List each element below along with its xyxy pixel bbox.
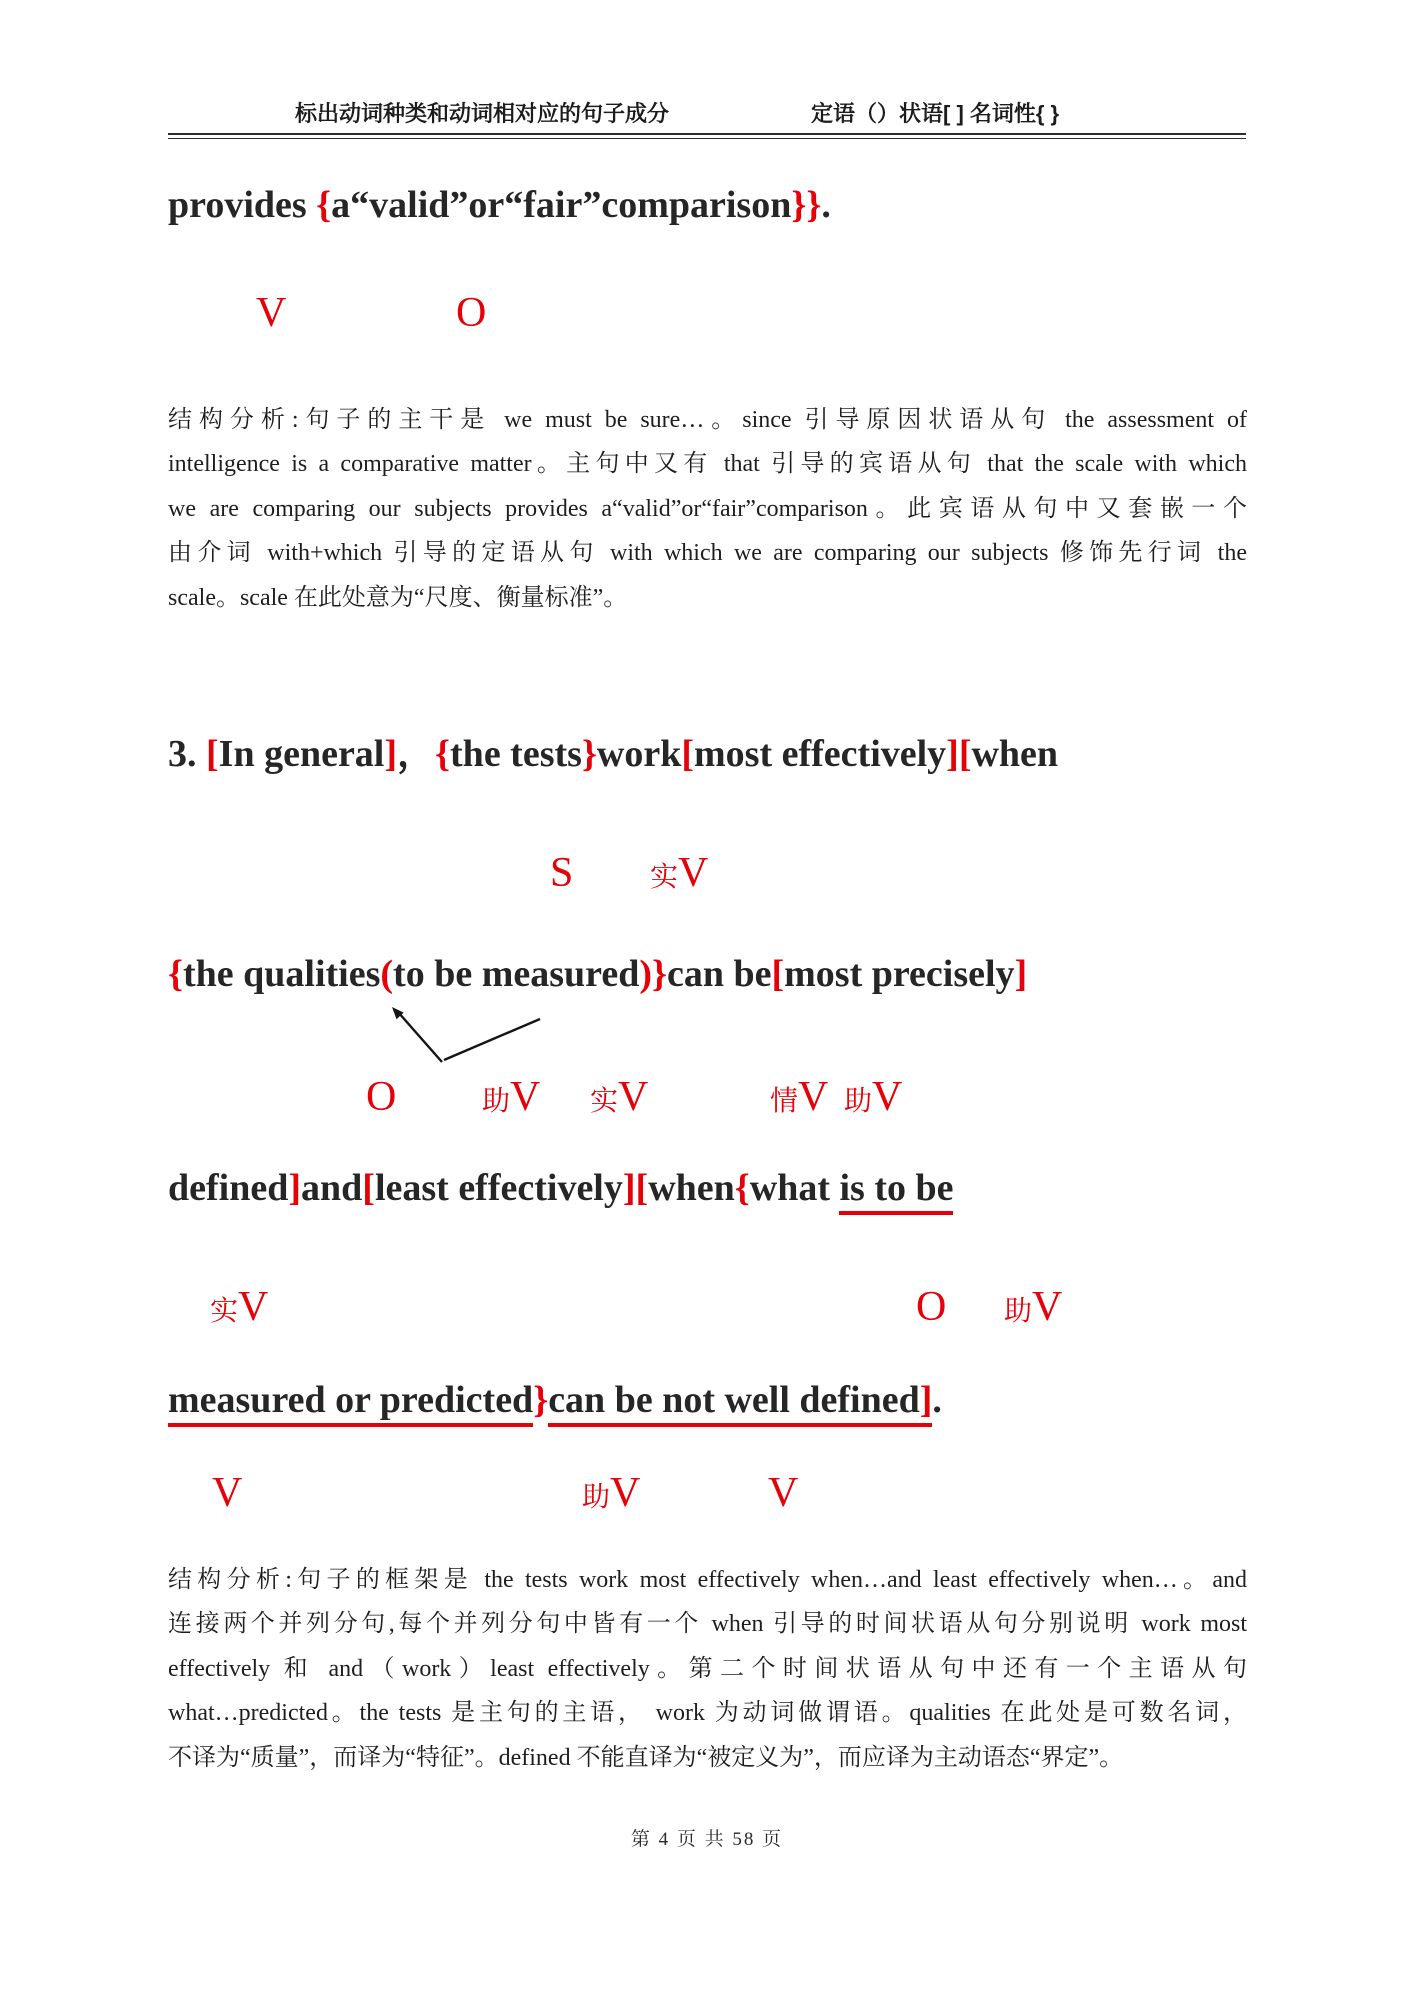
structure-analysis-paragraph-1 xyxy=(168,398,1247,620)
sentence-segment: work xyxy=(596,733,682,775)
sentence-segment: { xyxy=(734,1167,750,1209)
sentence-segment: ] xyxy=(384,733,398,775)
para-line: we are comparing our subjects provides a“valid”or“fair”comparison。此宾语从句中又套嵌一个 xyxy=(168,495,1247,522)
sentence-segment: ] xyxy=(920,1379,933,1427)
annotation-letter: V xyxy=(618,1074,649,1120)
annotation-object-label: O xyxy=(456,290,487,336)
sentence-segment: ][ xyxy=(622,1167,649,1209)
annotation-verb-label xyxy=(482,1072,540,1127)
sentence-segment: defined xyxy=(168,1167,289,1209)
para-line: what…predicted。the tests 是主句的主语， work 为动词做谓语。qualities 在此处是可数名词， xyxy=(168,1700,1247,1727)
sentence-segment: ] xyxy=(1014,953,1028,995)
para-line: scale。scale 在此处意为“尺度、衡量标准”。 xyxy=(168,584,628,611)
connector-arrow xyxy=(370,998,560,1073)
sentence-segment: ] xyxy=(288,1167,302,1209)
sentence-segment: can be not well defined xyxy=(548,1379,920,1427)
sentence-segment: [ xyxy=(681,733,695,775)
sentence-segment: . xyxy=(932,1379,942,1421)
annotation-object-label: O xyxy=(916,1284,947,1330)
sentence-segment: [ xyxy=(771,953,785,995)
structure-analysis-paragraph-2 xyxy=(168,1558,1247,1780)
sentence-segment: and xyxy=(301,1167,363,1209)
para-line: 连接两个并列分句,每个并列分句中皆有一个 when 引导的时间状语从句分别说明 work most xyxy=(168,1611,1247,1638)
sentence-segment: can be xyxy=(666,953,772,995)
sentence-segment: provides xyxy=(168,184,317,226)
sentence-segment: } xyxy=(533,1379,549,1421)
sentence-segment: measured or predicted xyxy=(168,1379,533,1427)
annotation-verb-label: V xyxy=(256,290,287,336)
annotation-cjk-qualifier: 助 xyxy=(844,1086,873,1117)
sentence-segment: )} xyxy=(639,953,667,995)
sentence-segment: least effectively xyxy=(374,1167,623,1209)
sentence-line-continuation xyxy=(168,183,831,229)
sentence-segment: 3. xyxy=(168,733,206,775)
annotation-letter: V xyxy=(872,1074,903,1120)
annotation-row-4 xyxy=(0,1282,1414,1336)
para-line: 由介词 with+which 引导的定语从句 with which we are comparing our subjects 修饰先行词 the xyxy=(168,540,1247,567)
annotation-letter: V xyxy=(798,1074,829,1120)
sentence-segment: ， xyxy=(397,733,436,775)
sentence-segment: is to be xyxy=(839,1167,953,1215)
annotation-cjk-qualifier: 助 xyxy=(1004,1296,1033,1327)
annotation-subject-label: S xyxy=(550,850,574,896)
sentence-segment: ][ xyxy=(946,733,972,775)
annotation-verb-label xyxy=(590,1072,648,1127)
annotation-letter: V xyxy=(610,1470,641,1516)
sentence-segment: most precisely xyxy=(784,953,1015,995)
para-line: effectively 和 and（work）least effectively。第二个时间状语从句中还有一个主语从句 xyxy=(168,1655,1247,1682)
header-left-label: 标出动词种类和动词相对应的句子成分 xyxy=(295,101,670,126)
annotation-verb-label xyxy=(650,848,708,903)
sentence-segment: a“valid”or“fair”comparison xyxy=(331,184,792,226)
sentence-segment: }} xyxy=(791,184,822,226)
header-right-label: 定语（）状语[ ] 名词性{ } xyxy=(811,101,1060,126)
annotation-row-5 xyxy=(0,1468,1414,1522)
sentence-segment: when xyxy=(648,1167,735,1209)
annotation-letter: V xyxy=(238,1284,269,1330)
sentence-segment: when xyxy=(971,733,1059,775)
sentence-segment: ( xyxy=(380,953,394,995)
annotation-cjk-qualifier: 实 xyxy=(590,1086,619,1117)
page-number: 第 4 页 共 58 页 xyxy=(630,1829,784,1850)
annotation-cjk-qualifier: 情 xyxy=(770,1086,799,1117)
header-rule xyxy=(168,133,1246,139)
sentence-3-line-1 xyxy=(168,732,1058,778)
annotation-letter: V xyxy=(510,1074,541,1120)
sentence-segment: { xyxy=(168,953,183,995)
annotation-row-2 xyxy=(0,848,1414,902)
sentence-segment: [ xyxy=(362,1167,375,1209)
para-line: 结构分析:句子的框架是 the tests work most effectively when…and least effectively when…。and xyxy=(168,1567,1247,1593)
sentence-segment: In general xyxy=(218,733,385,775)
annotation-row-1 xyxy=(0,288,1414,342)
annotation-letter: V xyxy=(678,850,709,896)
annotation-letter: V xyxy=(1032,1284,1063,1330)
annotation-verb-label: V xyxy=(212,1470,243,1516)
annotation-verb-label xyxy=(770,1072,828,1127)
para-line: intelligence is a comparative matter。主句中又有 that 引导的宾语从句 that the scale with which xyxy=(168,451,1247,478)
sentence-segment: { xyxy=(435,733,451,775)
annotation-cjk-qualifier: 实 xyxy=(650,862,679,893)
sentence-segment: { xyxy=(316,184,332,226)
sentence-segment: what xyxy=(749,1167,840,1209)
sentence-segment: to be measured xyxy=(393,953,640,995)
annotation-verb-label xyxy=(582,1468,640,1523)
annotation-verb-label xyxy=(1004,1282,1062,1337)
annotation-verb-label xyxy=(210,1282,268,1337)
para-line: 不译为“质量”，而译为“特征”。defined 不能直译为“被定义为”，而应译为主动语态“界定”。 xyxy=(168,1744,1124,1771)
sentence-segment: most effectively xyxy=(694,733,947,775)
sentence-segment: . xyxy=(821,184,831,226)
annotation-cjk-qualifier: 实 xyxy=(210,1296,239,1327)
sentence-3-line-2 xyxy=(168,952,1027,998)
sentence-3-line-4 xyxy=(168,1378,942,1424)
sentence-segment: } xyxy=(581,733,597,775)
annotation-verb-label xyxy=(844,1072,902,1127)
sentence-segment: [ xyxy=(206,733,219,775)
para-line: 结构分析:句子的主干是 we must be sure…。since 引导原因状语从句 the assessment of xyxy=(168,407,1247,433)
annotation-cjk-qualifier: 助 xyxy=(582,1482,611,1513)
annotation-verb-label: V xyxy=(768,1470,799,1516)
annotation-object-label: O xyxy=(366,1074,397,1120)
annotation-row-3 xyxy=(0,1072,1414,1126)
sentence-segment: the qualities xyxy=(182,953,381,995)
sentence-3-line-3 xyxy=(168,1166,953,1212)
sentence-segment: the tests xyxy=(450,733,582,775)
annotation-cjk-qualifier: 助 xyxy=(482,1086,511,1117)
